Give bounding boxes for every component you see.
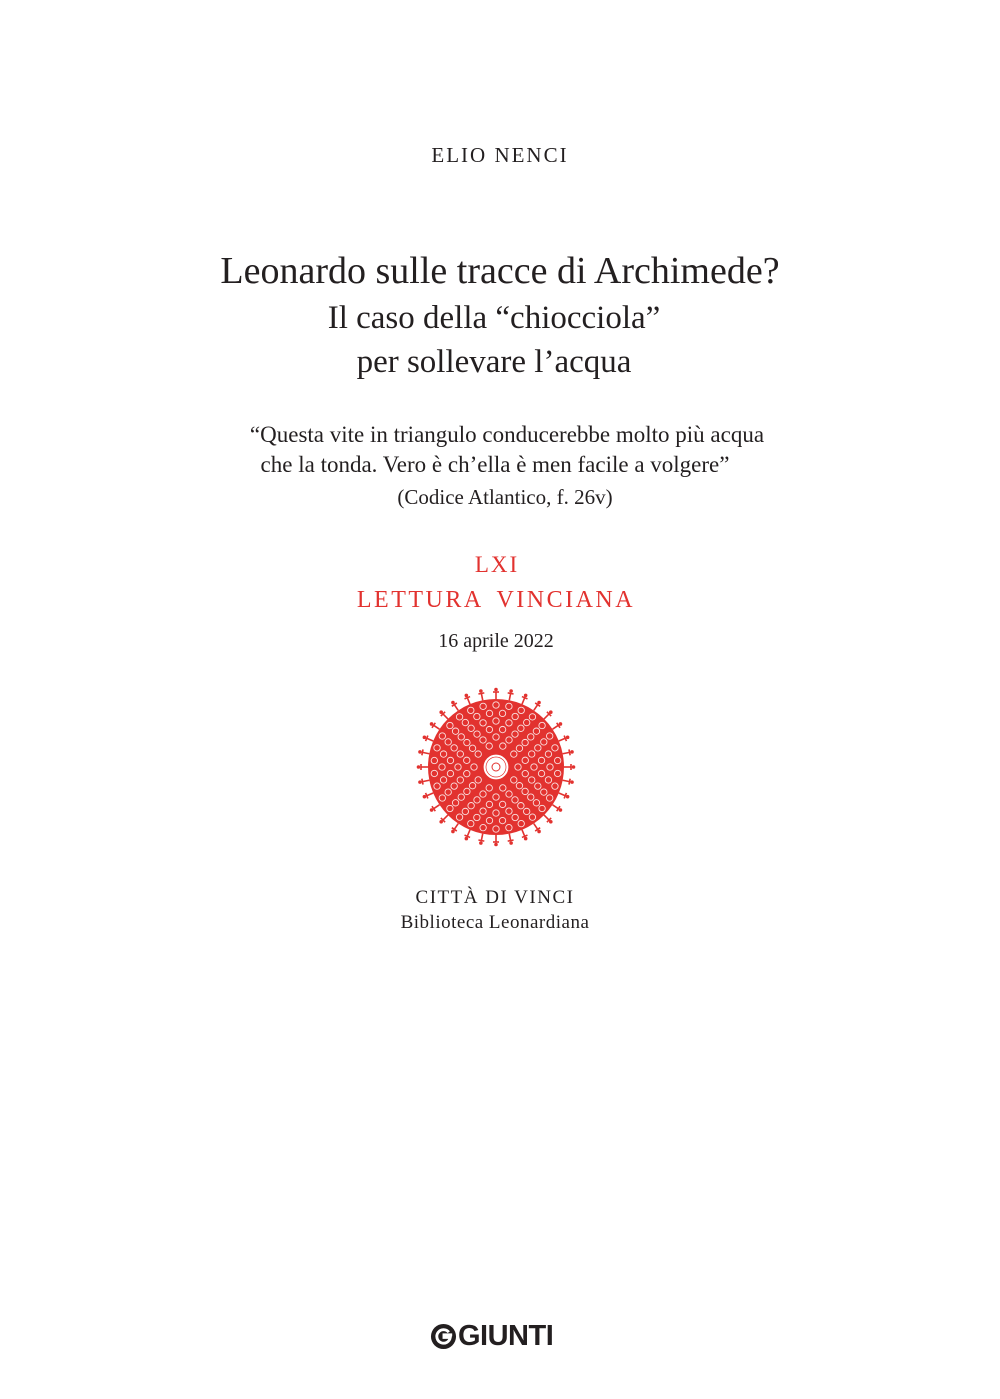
title-line-1: Leonardo sulle tracce di Archimede?	[220, 250, 780, 292]
giunti-logo-text: GIUNTI	[458, 1319, 554, 1352]
giunti-logo	[430, 1318, 553, 1354]
epigraph-line-2: che la tonda. Vero è ch’ella è men facile a volgere”	[260, 452, 730, 477]
title-line-3: per sollevare l’acqua	[356, 344, 632, 380]
lecture-date: 16 aprile 2022	[438, 630, 554, 652]
publisher-library: Biblioteca Leonardiana	[400, 912, 590, 933]
series-name: LETTURA VINCIANA	[356, 587, 636, 613]
series-number: LXI	[474, 552, 520, 577]
epigraph-line-1: “Questa vite in triangulo conducerebbe molto più acqua	[249, 422, 765, 447]
publisher-city: CITTÀ DI VINCI	[415, 887, 575, 908]
author-name: ELIO NENCI	[431, 143, 569, 167]
epigraph-source: (Codice Atlantico, f. 26v)	[397, 485, 613, 509]
giunti-g-logo-icon	[430, 1323, 457, 1350]
title-line-2: Il caso della “chiocciola”	[327, 300, 661, 336]
vinci-rosette-emblem-icon	[415, 686, 577, 848]
